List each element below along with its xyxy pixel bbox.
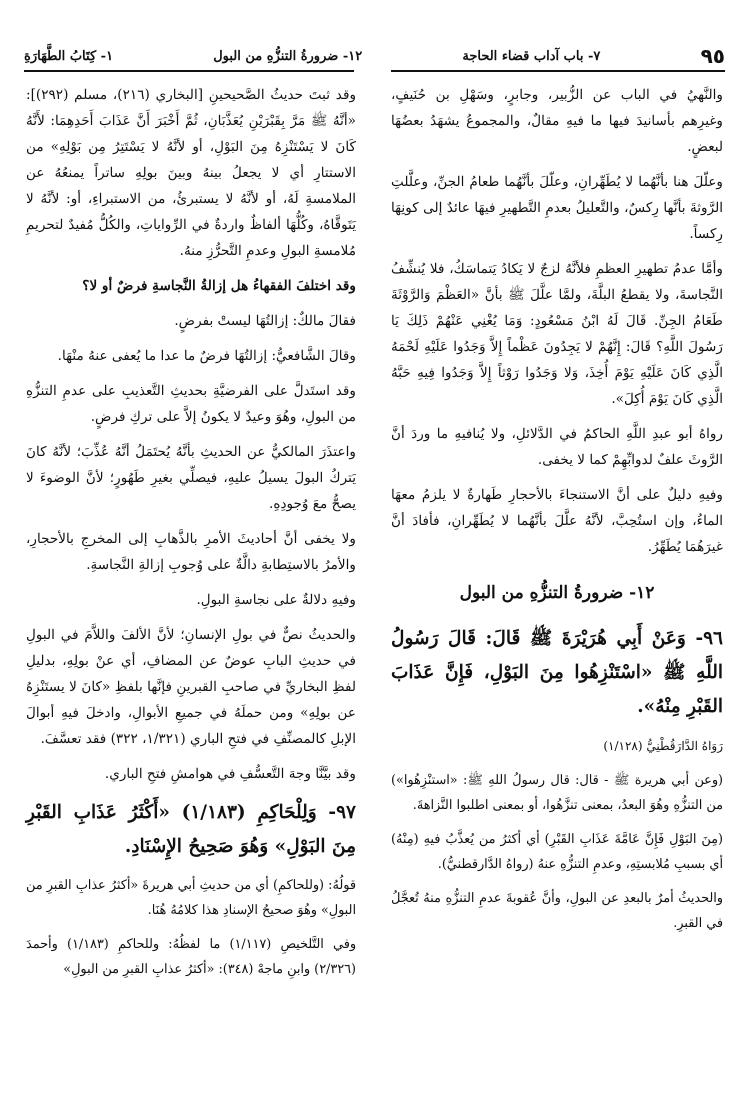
section-running-title: ١٢- ضرورةُ التنزُّهِ من البول [213,48,363,64]
paragraph: وقالَ الشَّافعيُّ: إزالتُهَا فرضٌ ما عدا ما يُعفى عنهُ منْهَا. [57,348,356,364]
commentary-paragraph: (وعن أبي هريرة ﷺ - قال: قال رسولُ اللهِ ﷺ: «استنْزِهُوا») من التنزُّهِ وهُوَ البعدُ، بمعنى تنزَّهُوا، أو بمعنى اطلبوا النَّزاهةَ. [391,773,723,813]
right-column [391,82,723,945]
commentary-paragraph: والحديثُ أمرٌ بالبعدِ عن البولِ، وأنَّ عُقوبةَ عدمِ التنزُّهِ منهُ تُعجَّلُ في القبرِ. [391,891,723,931]
hadith-text: ٩٧- وَلِلْحَاكِمِ (١/١٨٣) «أَكْثَرُ عَذَابِ القَبْرِ مِنَ البَوْلِ» وَهُوَ صَحِيحُ الإِسْنَادِ. [26,802,356,857]
paragraph: وفيهِ دلالةٌ على نجاسةِ البولِ. [196,592,356,608]
paragraph: رواهُ أبو عبدِ اللَّهِ الحاكمُ في الدَّلائلِ، ولا يُنافيهِ ما وردَ أنَّ الرَّوثَ علفٌ لدوابِّهِمْ كما لا يخفى. [391,426,723,468]
hadith-source: رَوَاهُ الدَّارَقُطْنِيُّ (١/١٢٨) [603,739,723,753]
chapter-title: ٧- باب آداب قضاء الحاجة [462,48,601,64]
paragraph: والنَّهيُ في الباب عن الزُّبير، وجابرٍ، وسَهْلِ بن حُنَيفٍ، وغيرِهم بأسانيدَ فيها ما فيهِ مقالٌ، والمجموعُ يشهَدُ بعضُهَا لبعضٍ. [391,87,723,155]
paragraph: ولا يخفى أنَّ أحاديثَ الأمرِ بالذَّهابِ إلى المخرجِ بالأحجارِ، والأمرُ بالاستِطابةِ دالَّةٌ على وُجوبِ إزالةِ النَّجاسةِ. [26,531,356,573]
page-header [24,44,725,68]
paragraph: واعتذَرَ المالكيُّ عن الحديثِ بأنَّهُ يُحتَمَلُ أنَّهُ عُذِّبَ؛ لأنَّهُ كانَ يَتركُ البولَ يسيلُ عليهِ، فيصلِّي بغيرِ طَهُورٍ؛ لأنَّ الوضوءَ لا يصحُّ معَ وُجودِهِ. [26,444,356,512]
hadith-text: ٩٦- وَعَنْ أَبِي هُرَيْرَةَ ﷺ قَالَ: قَالَ رَسُولُ اللَّهِ ﷺ «اسْتَنْزِهُوا مِنَ البَوْلِ، فَإِنَّ عَذَابَ القَبْرِ مِنْهُ». [391,628,723,717]
paragraph: وقد بيَّنَّا وجهَ التَّعسُّفِ في هوامشِ فتحِ الباري. [104,766,356,782]
header-rule-left [24,70,354,72]
commentary-paragraph: قولُهُ: (وللحاكمِ) أي من حديثِ أبي هريرةَ «أكثرُ عذابِ القبرِ من البولِ» وهُوَ صحيحُ الإسنادِ هذا كلامُهُ هُنَا. [26,878,356,918]
paragraph: وعلّلَ هنا بأنَّهُما لا يُطَهِّرانِ، وعلّلَ بأنَّهُما طعامُ الجنِّ، وعلَّلتِ الرَّوثةَ بأنَّها رِكسٌ، والتَّعليلُ بعدمِ التَّطهيرِ فيهَا عائدٌ إلى كونِهَا رِكساً. [391,174,723,242]
paragraph: فقالَ مالكٌ: إزالتُهَا ليستْ بفرضٍ. [174,313,356,329]
commentary-paragraph: (مِنَ البَوْلِ فَإِنَّ عَامَّةَ عَذَابِ القَبْرِ) أي أكثرُ من يُعذَّبُ فيهِ (مِنْهُ) أي بسببِ مُلابستِهِ، وعدمِ التنزُّهِ عنهُ (رواهُ الدَّارقطنيُّ). [391,832,723,872]
page-number: ٩٥ [700,44,725,68]
paragraph: وقد ثبتَ حديثُ الصَّحيحينِ [البخاري (٢١٦)، مسلم (٢٩٢)]: «أنَّهُ ﷺ مَرَّ بِقَبْرَيْنِ يُعَذَّبَانِ، ثُمَّ أَخْبَرَ أَنَّ عَذَابَ أَحَدِهِمَا: لأَنَّهُ كَانَ لا يَسْتَنْزِهُ مِنَ البَوْلِ، أو لأنَّهُ لا يَسْتَتِرُ مِن بَوْلِهِ» من الاستتارِ أي لا يجعلُ بينهُ وبينَ بولِهِ ساتراً يمنعُهُ عن الملامسةِ لَهُ، أو لأنَّهُ لا يستبرئُ، من الاستبراءِ، أو: لأنَّهُ لا يَتَوقَّاهُ، وكُلُّهَا ألفاظٌ واردةٌ في الرِّواياتِ، والكُلُّ مُفيدٌ لتحريمِ مُلامسةِ البولِ وعدمِ التَّحرُّزِ منهُ. [26,87,357,259]
paragraph: وقد اختلفَ الفقهاءُ هل إزالةُ النَّجاسةِ فرضٌ أو لا؟ [82,278,356,294]
left-column [26,82,356,991]
commentary-paragraph: وفي التَّلخيصِ (١/١١٧) ما لفظُهُ: وللحاكمِ (١/١٨٣) وأحمدَ (٢/٣٢٦) وابنِ ماجهْ (٣٤٨): «أكثرُ عذابِ القبرِ من البولِ» [26,937,356,977]
paragraph: وقد استَدلَّ على الفرضيَّةِ بحديثِ التَّعذيبِ على عدمِ التنزُّهِ من البولِ، وهُوَ وعيدٌ لا يكونُ إلاَّ على تركِ فرضٍ. [26,383,356,425]
section-heading: ١٢- ضرورةُ التنزُّهِ من البول [459,583,655,603]
paragraph: والحديثُ نصٌّ في بولِ الإنسانِ؛ لأنَّ الألفَ واللاَّمَ في البولِ في حديثِ البابِ عوضٌ عن المضافِ، أي عنْ بولِهِ، بدليلِ لفظِ البخاريِّ في صاحبِ القبرينِ فإنَّها بلفظِ «كانَ لا يستَنْزِهُ عن بولِهِ» ومن حملَهُ في جميعِ الأبوالِ، وادخلَ فيهِ أبوالَ الإبلِ كالمصنِّفِ في فتحِ الباري (١/٣٢١، ٣٢٢) فقد تعسَّفَ. [26,627,356,747]
book-title: ١- كِتَابُ الطَّهَارَةِ [24,48,114,64]
header-rule-right [391,70,725,72]
paragraph: وفيهِ دليلٌ على أنَّ الاستنجاءَ بالأحجارِ طَهارةٌ لا يلزمُ معهَا الماءُ، وإن استُحِبَّ، لأنَّهُ علَّلَ بأنَّهُما لا يُطَهِّرانِ، فأفادَ أنَّ غيرَهُمَا يُطَهِّرُ. [391,487,723,555]
paragraph: وأمَّا عدمُ تطهيرِ العظمِ فلأنَّهُ لزجٌ لا يَكادُ يَتماسَكُ، فلا يُنشِّفُ النَّجاسةَ، ولا يقطعُ البلَّةَ، ولمَّا علَّلَ ﷺ بأنَّ «العَظْمَ وَالرَّوْثَةَ طَعَامُ الجِنِّ. قَالَ لَهُ ابْنُ مَسْعُودٍ: وَمَا يُغْنِي عَنْهُمْ ذَلِكَ يَا رَسُولَ اللَّهِ؟ قَالَ: إِنَّهُمْ لا يَجِدُونَ عَظْماً إِلاَّ وَجَدُوا عَلَيْهِ لَحْمَهُ الَّذِي كَانَ عَلَيْهِ يَوْمَ أُخِذَ، وَلا وَجَدُوا رَوْثاً إِلاَّ وَجَدُوا فِيهِ حَبَّهُ الَّذِي كَانَ يَوْمَ أُكِلَ». [391,261,723,407]
